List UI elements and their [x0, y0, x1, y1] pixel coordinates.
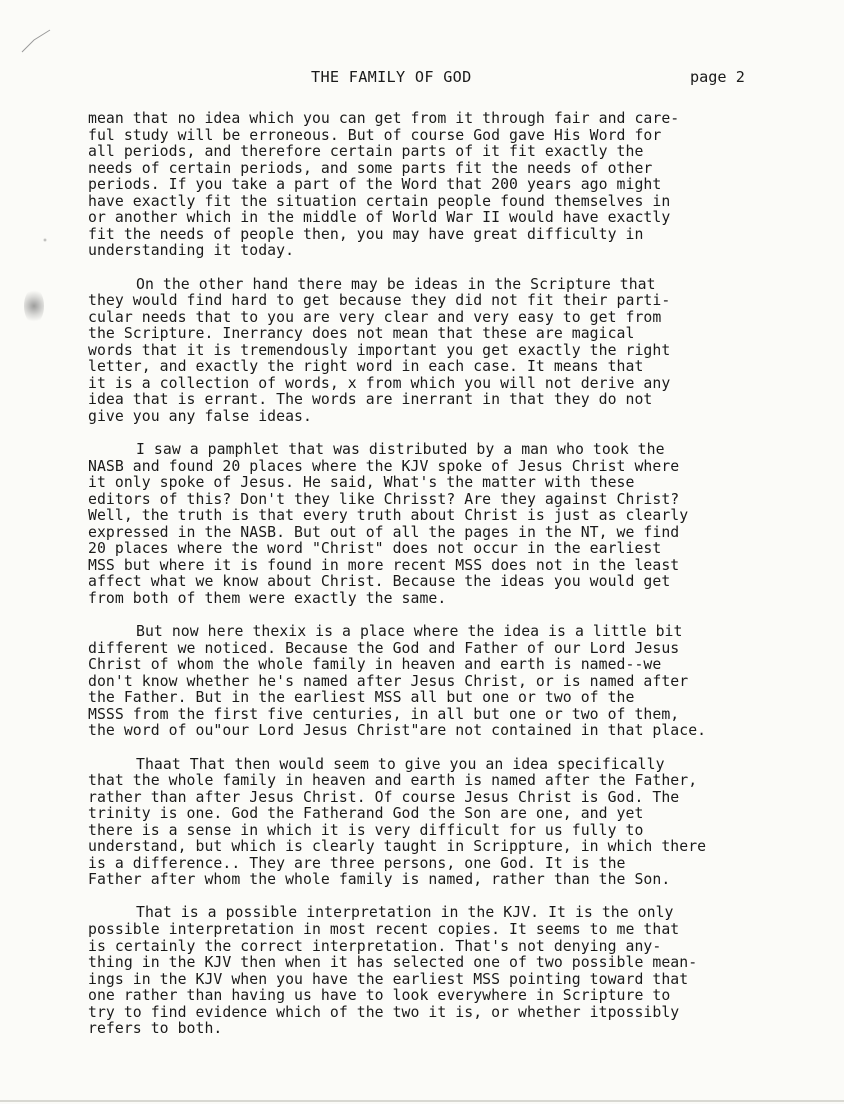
text-line: is certainly the correct interpretation. That's not denying any- — [88, 937, 662, 955]
text-line: have exactly fit the situation certain people found themselves in — [88, 192, 671, 210]
text-line: one rather than having us have to look everywhere in Scripture to — [88, 987, 671, 1005]
smudge-mark — [24, 288, 44, 324]
text-line: letter, and exactly the right word in each case. It means that — [88, 358, 644, 376]
text-line: idea that is errant. The words are inerrant in that they do not — [88, 391, 653, 409]
text-line: fit the needs of people then, you may have great difficulty in — [88, 225, 644, 243]
text-line: But now here thexix is a place where the idea is a little bit — [136, 623, 683, 641]
text-line: On the other hand there may be ideas in the Scripture that — [136, 275, 656, 293]
text-line: MSSS from the first five centuries, in all but one or two of them, — [88, 705, 680, 723]
document-title: THE FAMILY OF GOD — [311, 68, 472, 86]
text-line: possible interpretation in most recent copies. It seems to me that — [88, 921, 680, 939]
text-line: 20 places where the word "Christ" does not occur in the earliest — [88, 540, 662, 558]
text-line: or another which in the middle of World War II would have exactly — [88, 209, 671, 227]
text-line: it only spoke of Jesus. He said, What's the matter with these — [88, 474, 635, 492]
text-line: the word of ou"our Lord Jesus Christ"are not contained in that place. — [88, 722, 707, 740]
text-line: Thaat That then would seem to give you an idea specifically — [136, 755, 665, 773]
text-line: it is a collection of words, x from which you will not derive any — [88, 374, 671, 392]
text-line: Well, the truth is that every truth about Christ is just as clearly — [88, 507, 689, 525]
paragraph-6 — [88, 905, 808, 1037]
text-line: NASB and found 20 places where the KJV spoke of Jesus Christ where — [88, 457, 680, 475]
paragraph-4 — [88, 624, 808, 740]
text-line: That is a possible interpretation in the KJV. It is the only — [136, 904, 674, 922]
text-line: try to find evidence which of the two it is, or whether itpossibly — [88, 1003, 680, 1021]
page-header — [0, 68, 844, 90]
text-line: expressed in the NASB. But out of all the pages in the NT, we find — [88, 523, 680, 541]
text-line: I saw a pamphlet that was distributed by a man who took the — [136, 441, 665, 459]
document-body — [88, 111, 808, 1054]
pencil-mark-icon — [20, 28, 54, 54]
text-line: needs of certain periods, and some parts fit the needs of other — [88, 159, 653, 177]
text-line: understanding it today. — [88, 242, 295, 260]
text-line: that the whole family in heaven and earth is named after the Father, — [88, 772, 698, 790]
text-line: there is a sense in which it is very difficult for us fully to — [88, 821, 644, 839]
text-line: the Scripture. Inerrancy does not mean that these are magical — [88, 325, 635, 343]
text-line: ful study will be erroneous. But of course God gave His Word for — [88, 126, 662, 144]
paragraph-5 — [88, 757, 808, 889]
text-line: from both of them were exactly the same. — [88, 589, 447, 607]
text-line: periods. If you take a part of the Word that 200 years ago might — [88, 176, 662, 194]
text-line: ings in the KJV when you have the earliest MSS pointing toward that — [88, 970, 689, 988]
text-line: give you any false ideas. — [88, 407, 312, 425]
paragraph-1 — [88, 111, 808, 260]
text-line: MSS but where it is found in more recent MSS does not in the least — [88, 556, 680, 574]
smudge-mark — [43, 238, 47, 242]
text-line: rather than after Jesus Christ. Of course Jesus Christ is God. The — [88, 788, 680, 806]
text-line: Father after whom the whole family is named, rather than the Son. — [88, 871, 671, 889]
text-line: editors of this? Don't they like Chrisst? Are they against Christ? — [88, 490, 680, 508]
text-line: affect what we know about Christ. Because the ideas you would get — [88, 573, 671, 591]
text-line: Christ of whom the whole family in heaven and earth is named--we — [88, 656, 662, 674]
page-edge — [0, 1100, 844, 1102]
text-line: the Father. But in the earliest MSS all but one or two of the — [88, 689, 635, 707]
text-line: don't know whether he's named after Jesus Christ, or is named after — [88, 672, 689, 690]
paragraph-2 — [88, 277, 808, 426]
text-line: is a difference.. They are three persons, one God. It is the — [88, 854, 626, 872]
text-line: thing in the KJV then when it has selected one of two possible mean- — [88, 954, 698, 972]
text-line: understand, but which is clearly taught in Scrippture, in which there — [88, 838, 707, 856]
text-line: different we noticed. Because the God and Father of our Lord Jesus — [88, 639, 680, 657]
text-line: all periods, and therefore certain parts of it fit exactly the — [88, 143, 644, 161]
text-line: they would find hard to get because they did not fit their parti- — [88, 292, 671, 310]
text-line: words that it is tremendously important you get exactly the right — [88, 341, 671, 359]
text-line: trinity is one. God the Fatherand God the Son are one, and yet — [88, 805, 644, 823]
text-line: refers to both. — [88, 1020, 223, 1038]
text-line: mean that no idea which you can get from it through fair and care- — [88, 110, 680, 127]
text-line: cular needs that to you are very clear and very easy to get from — [88, 308, 662, 326]
paragraph-3 — [88, 442, 808, 607]
page-number: page 2 — [690, 68, 745, 86]
